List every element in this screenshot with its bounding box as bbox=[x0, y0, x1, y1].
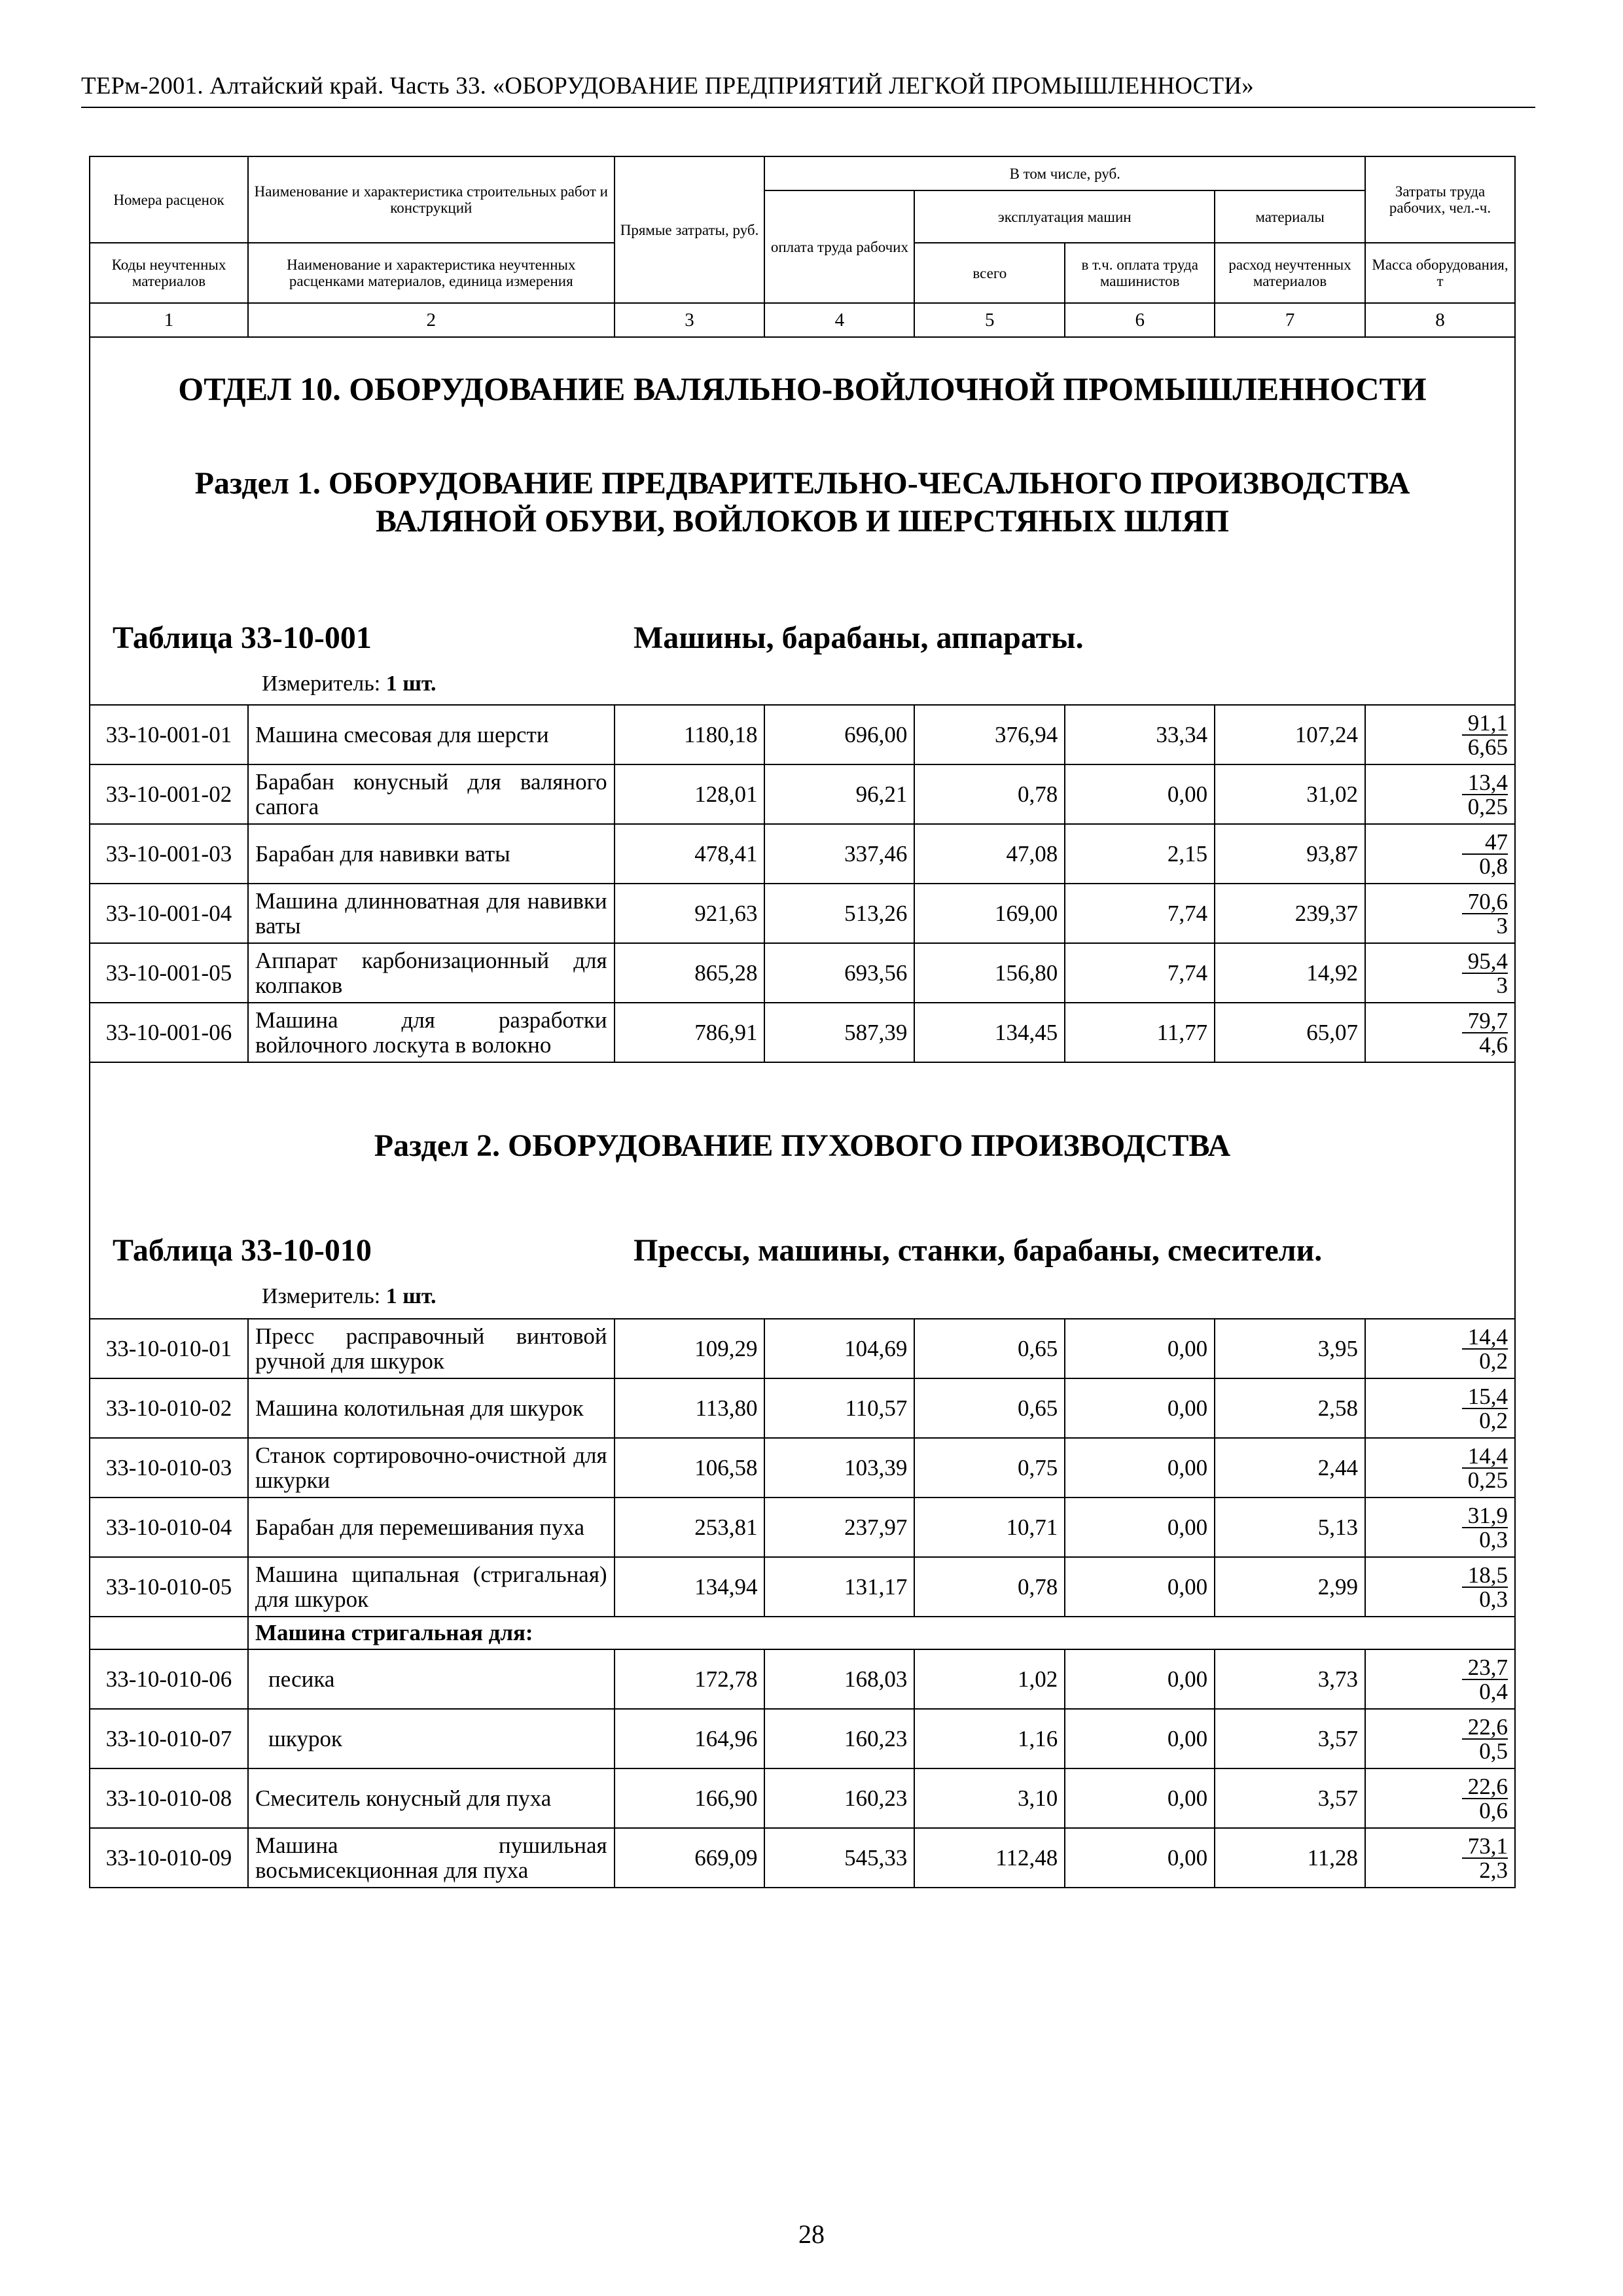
row-machines-labor: 0,00 bbox=[1065, 1768, 1215, 1828]
section1-meter bbox=[262, 672, 437, 696]
section1-banner bbox=[90, 337, 1515, 705]
row-machines-total: 0,65 bbox=[914, 1319, 1065, 1378]
row-machines-total: 47,08 bbox=[914, 824, 1065, 884]
row-equipment-mass: 4,6 bbox=[1479, 1032, 1508, 1058]
header-labor-cost: Затраты труда рабочих, чел.-ч. bbox=[1365, 156, 1515, 243]
row-direct-cost: 921,63 bbox=[615, 884, 765, 943]
row-hours-mass bbox=[1365, 1378, 1515, 1438]
row-equipment-mass: 0,25 bbox=[1467, 1467, 1508, 1493]
header-mass: Масса оборудования, т bbox=[1365, 243, 1515, 303]
row-machines-labor: 11,77 bbox=[1065, 1003, 1215, 1062]
row-materials: 65,07 bbox=[1215, 1003, 1365, 1062]
row-code: 33-10-001-02 bbox=[90, 764, 248, 824]
group-label: Машина стригальная для: bbox=[248, 1617, 1515, 1649]
table-row bbox=[90, 1709, 1515, 1768]
section1-rows bbox=[90, 705, 1515, 1062]
table-row bbox=[90, 1003, 1515, 1062]
section1-title-line1: Раздел 1. ОБОРУДОВАНИЕ ПРЕДВАРИТЕЛЬНО-ЧЕСАЛЬНОГО ПРОИЗВОДСТВА bbox=[194, 466, 1410, 501]
row-materials: 31,02 bbox=[1215, 764, 1365, 824]
row-hours-mass bbox=[1365, 1438, 1515, 1498]
row-name: Машина пушильная восьмисекционная для пуха bbox=[248, 1828, 615, 1888]
row-code: 33-10-010-04 bbox=[90, 1498, 248, 1557]
meter-label: Измеритель: bbox=[262, 1284, 386, 1308]
row-equipment-mass: 0,3 bbox=[1479, 1527, 1508, 1552]
estimate-table bbox=[89, 156, 1516, 1888]
group-row bbox=[90, 1617, 1515, 1649]
row-machines-total: 0,75 bbox=[914, 1438, 1065, 1498]
table-row bbox=[90, 1828, 1515, 1888]
row-hours-mass bbox=[1365, 705, 1515, 764]
row-labor-hours: 31,9 bbox=[1462, 1504, 1508, 1528]
row-labor-cost: 696,00 bbox=[764, 705, 914, 764]
row-direct-cost: 478,41 bbox=[615, 824, 765, 884]
row-equipment-mass: 0,4 bbox=[1479, 1679, 1508, 1704]
header-labor: оплата труда рабочих bbox=[764, 190, 914, 303]
row-machines-total: 1,02 bbox=[914, 1649, 1065, 1709]
header-machines-total: всего bbox=[914, 243, 1065, 303]
row-direct-cost: 786,91 bbox=[615, 1003, 765, 1062]
row-machines-labor: 2,15 bbox=[1065, 824, 1215, 884]
row-code: 33-10-001-05 bbox=[90, 943, 248, 1003]
row-code: 33-10-010-06 bbox=[90, 1649, 248, 1709]
row-machines-labor: 0,00 bbox=[1065, 1709, 1215, 1768]
row-direct-cost: 253,81 bbox=[615, 1498, 765, 1557]
row-machines-total: 156,80 bbox=[914, 943, 1065, 1003]
row-name: Пресс расправочный винтовой ручной для шкурок bbox=[248, 1319, 615, 1378]
table-row bbox=[90, 705, 1515, 764]
row-labor-cost: 693,56 bbox=[764, 943, 914, 1003]
row-machines-labor: 0,00 bbox=[1065, 1498, 1215, 1557]
row-labor-cost: 168,03 bbox=[764, 1649, 914, 1709]
meter-unit: 1 шт. bbox=[385, 672, 437, 696]
row-code: 33-10-001-01 bbox=[90, 705, 248, 764]
row-hours-mass bbox=[1365, 1498, 1515, 1557]
row-machines-total: 3,10 bbox=[914, 1768, 1065, 1828]
table-row bbox=[90, 1649, 1515, 1709]
row-equipment-mass: 3 bbox=[1496, 973, 1508, 998]
row-machines-total: 0,78 bbox=[914, 764, 1065, 824]
row-machines-total: 376,94 bbox=[914, 705, 1065, 764]
row-labor-hours: 18,5 bbox=[1462, 1564, 1508, 1588]
row-labor-cost: 513,26 bbox=[764, 884, 914, 943]
row-labor-cost: 96,21 bbox=[764, 764, 914, 824]
row-name: Барабан для перемешивания пуха bbox=[248, 1498, 615, 1557]
row-labor-hours: 14,4 bbox=[1462, 1325, 1508, 1350]
row-hours-mass bbox=[1365, 1003, 1515, 1062]
row-name: Барабан для навивки ваты bbox=[248, 824, 615, 884]
col-number: 6 bbox=[1065, 303, 1215, 337]
row-materials: 5,13 bbox=[1215, 1498, 1365, 1557]
row-materials: 3,95 bbox=[1215, 1319, 1365, 1378]
row-direct-cost: 128,01 bbox=[615, 764, 765, 824]
row-labor-cost: 160,23 bbox=[764, 1709, 914, 1768]
row-machines-labor: 0,00 bbox=[1065, 1557, 1215, 1617]
row-hours-mass bbox=[1365, 884, 1515, 943]
row-materials: 2,44 bbox=[1215, 1438, 1365, 1498]
meter-unit: 1 шт. bbox=[385, 1284, 437, 1308]
row-labor-hours: 15,4 bbox=[1462, 1385, 1508, 1409]
row-equipment-mass: 0,3 bbox=[1479, 1587, 1508, 1612]
row-materials: 2,58 bbox=[1215, 1378, 1365, 1438]
row-direct-cost: 113,80 bbox=[615, 1378, 765, 1438]
row-machines-total: 134,45 bbox=[914, 1003, 1065, 1062]
section2-banner bbox=[90, 1062, 1515, 1319]
row-code: 33-10-010-07 bbox=[90, 1709, 248, 1768]
row-equipment-mass: 0,6 bbox=[1479, 1798, 1508, 1823]
row-machines-labor: 7,74 bbox=[1065, 943, 1215, 1003]
table-row bbox=[90, 824, 1515, 884]
row-materials: 239,37 bbox=[1215, 884, 1365, 943]
row-labor-hours: 91,1 bbox=[1462, 711, 1508, 736]
header-code-1: Номера расценок bbox=[90, 156, 248, 243]
row-hours-mass bbox=[1365, 1557, 1515, 1617]
row-hours-mass bbox=[1365, 1768, 1515, 1828]
row-direct-cost: 134,94 bbox=[615, 1557, 765, 1617]
running-header: ТЕРм-2001. Алтайский край. Часть 33. «ОБОРУДОВАНИЕ ПРЕДПРИЯТИЙ ЛЕГКОЙ ПРОМЫШЛЕННОСТИ» bbox=[81, 73, 1254, 99]
row-labor-hours: 79,7 bbox=[1462, 1009, 1508, 1033]
section2-table-line bbox=[97, 1233, 1508, 1278]
section2-table-title: Прессы, машины, станки, барабаны, смесители. bbox=[633, 1233, 1323, 1268]
row-direct-cost: 669,09 bbox=[615, 1828, 765, 1888]
row-code: 33-10-010-09 bbox=[90, 1828, 248, 1888]
row-name: Машина длинноватная для навивки ваты bbox=[248, 884, 615, 943]
row-direct-cost: 166,90 bbox=[615, 1768, 765, 1828]
row-labor-cost: 545,33 bbox=[764, 1828, 914, 1888]
table-row bbox=[90, 1438, 1515, 1498]
header-machines: эксплуатация машин bbox=[914, 190, 1215, 243]
row-equipment-mass: 0,8 bbox=[1479, 853, 1508, 879]
row-code: 33-10-010-02 bbox=[90, 1378, 248, 1438]
row-direct-cost: 164,96 bbox=[615, 1709, 765, 1768]
section1-title-line2: ВАЛЯНОЙ ОБУВИ, ВОЙЛОКОВ И ШЕРСТЯНЫХ ШЛЯП bbox=[376, 504, 1229, 539]
section2-rows-b bbox=[90, 1649, 1515, 1768]
section2-rows-a bbox=[90, 1319, 1515, 1617]
row-materials: 107,24 bbox=[1215, 705, 1365, 764]
row-machines-labor: 0,00 bbox=[1065, 1378, 1215, 1438]
row-machines-total: 112,48 bbox=[914, 1828, 1065, 1888]
row-machines-total: 1,16 bbox=[914, 1709, 1065, 1768]
row-direct-cost: 106,58 bbox=[615, 1438, 765, 1498]
row-direct-cost: 865,28 bbox=[615, 943, 765, 1003]
row-equipment-mass: 6,65 bbox=[1467, 734, 1508, 760]
row-machines-total: 0,78 bbox=[914, 1557, 1065, 1617]
section2-title: Раздел 2. ОБОРУДОВАНИЕ ПУХОВОГО ПРОИЗВОДСТВА bbox=[374, 1128, 1231, 1163]
col-number: 7 bbox=[1215, 303, 1365, 337]
row-name: Машина для разработки войлочного лоскута в волокно bbox=[248, 1003, 615, 1062]
row-hours-mass bbox=[1365, 824, 1515, 884]
row-labor-hours: 22,6 bbox=[1462, 1775, 1508, 1799]
row-code: 33-10-010-01 bbox=[90, 1319, 248, 1378]
row-name: Смеситель конусный для пуха bbox=[248, 1768, 615, 1828]
section1-table-line bbox=[97, 620, 1508, 665]
department-title: ОТДЕЛ 10. ОБОРУДОВАНИЕ ВАЛЯЛЬНО-ВОЙЛОЧНОЙ ПРОМЫШЛЕННОСТИ bbox=[178, 370, 1427, 407]
row-code: 33-10-001-04 bbox=[90, 884, 248, 943]
row-machines-labor: 0,00 bbox=[1065, 1319, 1215, 1378]
row-materials: 93,87 bbox=[1215, 824, 1365, 884]
header-rule bbox=[81, 107, 1535, 108]
row-materials: 11,28 bbox=[1215, 1828, 1365, 1888]
row-materials: 14,92 bbox=[1215, 943, 1365, 1003]
row-materials: 2,99 bbox=[1215, 1557, 1365, 1617]
table-row bbox=[90, 1378, 1515, 1438]
row-hours-mass bbox=[1365, 1319, 1515, 1378]
row-direct-cost: 172,78 bbox=[615, 1649, 765, 1709]
row-code: 33-10-001-06 bbox=[90, 1003, 248, 1062]
row-name: Станок сортировочно-очистной для шкурки bbox=[248, 1438, 615, 1498]
row-equipment-mass: 2,3 bbox=[1479, 1857, 1508, 1883]
row-name: Машина щипальная (стригальная) для шкурок bbox=[248, 1557, 615, 1617]
col-number: 8 bbox=[1365, 303, 1515, 337]
section1-table-code: Таблица 33-10-001 bbox=[113, 620, 372, 655]
header-materials: материалы bbox=[1215, 190, 1365, 243]
section2-meter bbox=[262, 1284, 437, 1309]
row-name: Барабан конусный для валяного сапога bbox=[248, 764, 615, 824]
section1-table-title: Машины, барабаны, аппараты. bbox=[633, 620, 1084, 655]
col-number: 1 bbox=[90, 303, 248, 337]
row-labor-cost: 587,39 bbox=[764, 1003, 914, 1062]
row-labor-cost: 237,97 bbox=[764, 1498, 914, 1557]
row-materials: 3,57 bbox=[1215, 1709, 1365, 1768]
row-labor-hours: 23,7 bbox=[1462, 1656, 1508, 1680]
row-code: 33-10-010-03 bbox=[90, 1438, 248, 1498]
row-labor-cost: 160,23 bbox=[764, 1768, 914, 1828]
row-hours-mass bbox=[1365, 943, 1515, 1003]
row-machines-labor: 33,34 bbox=[1065, 705, 1215, 764]
table-row bbox=[90, 1319, 1515, 1378]
row-machines-total: 169,00 bbox=[914, 884, 1065, 943]
table-row bbox=[90, 884, 1515, 943]
header-name-2: Наименование и характеристика неучтенных расценками материалов, единица измерения bbox=[248, 243, 615, 303]
section1-heading-block bbox=[90, 337, 1515, 705]
table-row bbox=[90, 943, 1515, 1003]
row-name: песика bbox=[248, 1649, 615, 1709]
row-labor-hours: 14,4 bbox=[1462, 1444, 1508, 1469]
header-code-2: Коды неучтенных материалов bbox=[90, 243, 248, 303]
row-machines-labor: 0,00 bbox=[1065, 1438, 1215, 1498]
row-code: 33-10-001-03 bbox=[90, 824, 248, 884]
row-machines-labor: 0,00 bbox=[1065, 1828, 1215, 1888]
row-labor-cost: 337,46 bbox=[764, 824, 914, 884]
row-direct-cost: 1180,18 bbox=[615, 705, 765, 764]
row-code: 33-10-010-08 bbox=[90, 1768, 248, 1828]
row-hours-mass bbox=[1365, 1828, 1515, 1888]
row-machines-labor: 0,00 bbox=[1065, 764, 1215, 824]
row-labor-hours: 70,6 bbox=[1462, 890, 1508, 914]
row-labor-hours: 95,4 bbox=[1462, 950, 1508, 974]
row-name: шкурок bbox=[248, 1709, 615, 1768]
row-equipment-mass: 3 bbox=[1496, 913, 1508, 939]
header-name-1: Наименование и характеристика строительных работ и конструкций bbox=[248, 156, 615, 243]
row-machines-labor: 7,74 bbox=[1065, 884, 1215, 943]
row-labor-hours: 22,6 bbox=[1462, 1715, 1508, 1740]
row-labor-cost: 131,17 bbox=[764, 1557, 914, 1617]
row-hours-mass bbox=[1365, 764, 1515, 824]
section2-table-code: Таблица 33-10-010 bbox=[113, 1233, 372, 1268]
table-row bbox=[90, 1768, 1515, 1828]
row-code: 33-10-010-05 bbox=[90, 1557, 248, 1617]
row-name: Аппарат карбонизационный для колпаков bbox=[248, 943, 615, 1003]
row-direct-cost: 109,29 bbox=[615, 1319, 765, 1378]
table-row bbox=[90, 764, 1515, 824]
row-equipment-mass: 0,5 bbox=[1479, 1738, 1508, 1764]
row-labor-cost: 103,39 bbox=[764, 1438, 914, 1498]
header-machines-incl: в т.ч. оплата труда машинистов bbox=[1065, 243, 1215, 303]
row-name: Машина смесовая для шерсти bbox=[248, 705, 615, 764]
row-equipment-mass: 0,2 bbox=[1479, 1348, 1508, 1374]
header-incl: В том числе, руб. bbox=[764, 156, 1365, 190]
row-machines-total: 0,65 bbox=[914, 1378, 1065, 1438]
table-row bbox=[90, 1498, 1515, 1557]
row-hours-mass bbox=[1365, 1709, 1515, 1768]
row-labor-hours: 13,4 bbox=[1462, 771, 1508, 795]
meter-label: Измеритель: bbox=[262, 672, 386, 696]
col-number: 2 bbox=[248, 303, 615, 337]
table-row bbox=[90, 1557, 1515, 1617]
col-number: 4 bbox=[764, 303, 914, 337]
header-materials-2: расход неучтенных материалов bbox=[1215, 243, 1365, 303]
col-number: 5 bbox=[914, 303, 1065, 337]
row-labor-hours: 47 bbox=[1462, 831, 1508, 855]
row-equipment-mass: 0,2 bbox=[1479, 1408, 1508, 1433]
col-number: 3 bbox=[615, 303, 765, 337]
row-labor-cost: 110,57 bbox=[764, 1378, 914, 1438]
row-labor-hours: 73,1 bbox=[1462, 1835, 1508, 1859]
header-direct: Прямые затраты, руб. bbox=[615, 156, 765, 303]
section2-rows-c bbox=[90, 1768, 1515, 1888]
row-materials: 3,57 bbox=[1215, 1768, 1365, 1828]
section2-heading-block bbox=[90, 1062, 1515, 1319]
row-hours-mass bbox=[1365, 1649, 1515, 1709]
page-number: 28 bbox=[798, 2219, 825, 2249]
row-equipment-mass: 0,25 bbox=[1467, 794, 1508, 819]
table-header bbox=[90, 156, 1515, 337]
row-machines-labor: 0,00 bbox=[1065, 1649, 1215, 1709]
group-empty-cell bbox=[90, 1617, 248, 1649]
row-machines-total: 10,71 bbox=[914, 1498, 1065, 1557]
row-materials: 3,73 bbox=[1215, 1649, 1365, 1709]
row-name: Машина колотильная для шкурок bbox=[248, 1378, 615, 1438]
row-labor-cost: 104,69 bbox=[764, 1319, 914, 1378]
